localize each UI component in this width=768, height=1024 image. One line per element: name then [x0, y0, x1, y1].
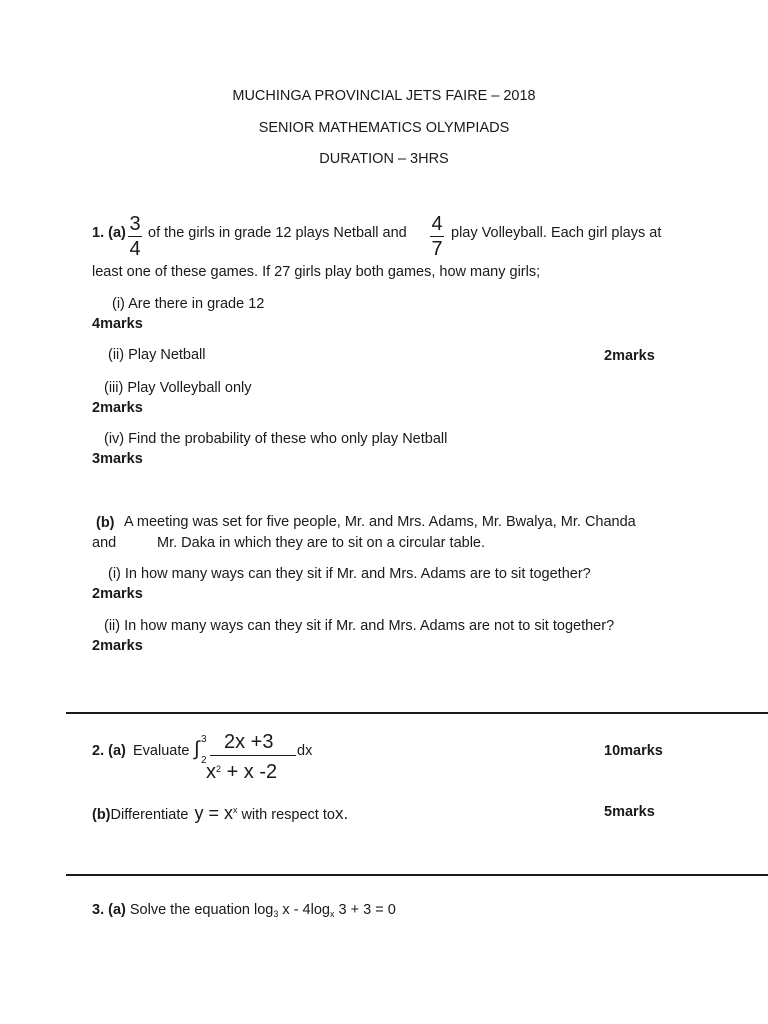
- q2-evaluate: Evaluate: [133, 743, 190, 759]
- exam-duration: DURATION – 3HRS: [319, 151, 449, 167]
- denominator-exponent: 2: [216, 764, 222, 774]
- fraction-numerator: 4: [431, 213, 443, 235]
- q1-text-part1: of the girls in grade 12 plays Netball and: [148, 225, 407, 241]
- q2b-text: Differentiate: [110, 807, 189, 823]
- q1-text-part3: least one of these games. If 27 girls play both games, how many girls;: [92, 264, 541, 280]
- fraction-denominator: 4: [129, 238, 141, 260]
- integral-upper-limit: 3: [201, 734, 207, 745]
- q1b-text-line2-start: and: [92, 535, 117, 551]
- q2a-marks: 10marks: [604, 743, 663, 759]
- q1b-text-line2: Mr. Daka in which they are to sit on a circular table.: [157, 535, 486, 551]
- fraction-bar: [430, 236, 444, 237]
- fraction-three-quarters: [128, 214, 142, 259]
- q1-part-ii-marks: 2marks: [604, 348, 655, 364]
- q2b-exponent: x: [232, 805, 238, 815]
- exam-title: MUCHINGA PROVINCIAL JETS FAIRE – 2018: [232, 88, 536, 104]
- q2-label: 2. (a): [92, 743, 126, 759]
- q3-log-base-3: 3: [273, 909, 279, 919]
- q1-part-iv: (iv) Find the probability of these who only play Netball: [104, 431, 448, 447]
- q1-part-iii: (iii) Play Volleyball only: [104, 380, 252, 396]
- q1b-part-ii-marks: 2marks: [92, 638, 143, 654]
- integrand-numerator: 2x +3: [224, 731, 274, 753]
- q3-log-base-x: x: [329, 909, 335, 919]
- q1-part-i: (i) Are there in grade 12: [112, 296, 265, 312]
- q1-part-i-marks: 4marks: [92, 316, 143, 332]
- q1b-part-i-marks: 2marks: [92, 586, 143, 602]
- integral-lower-limit: 2: [201, 755, 207, 766]
- fraction-denominator: 7: [431, 238, 443, 260]
- q3-text-tail: 3 + 3 = 0: [334, 902, 396, 918]
- fraction-four-sevenths: [430, 214, 444, 259]
- q3-label: 3. (a): [92, 902, 126, 918]
- q2b-tail: with respect to: [241, 807, 335, 823]
- q3-text-mid: x - 4log: [278, 902, 330, 918]
- q1-text-part2: play Volleyball. Each girl plays at: [451, 225, 662, 241]
- section-divider-2: [66, 874, 768, 876]
- q2b-variable: x.: [334, 804, 349, 823]
- q3-line: [92, 902, 396, 919]
- denominator-rest: + x -2: [221, 761, 278, 783]
- integral-sign: ∫: [194, 738, 200, 760]
- q1b-label: (b): [96, 515, 115, 531]
- q2b-line: [92, 803, 348, 824]
- exam-subtitle: SENIOR MATHEMATICS OLYMPIADS: [258, 120, 510, 136]
- fraction-bar: [128, 236, 142, 237]
- q1b-part-ii: (ii) In how many ways can they sit if Mr. and Mrs. Adams are not to sit together?: [104, 618, 615, 634]
- integral-dx: dx: [297, 743, 313, 759]
- q1-part-iv-marks: 3marks: [92, 451, 143, 467]
- integrand-fraction-bar: [210, 755, 296, 756]
- integrand-denominator: [206, 761, 277, 784]
- q1-part-ii: (ii) Play Netball: [108, 347, 206, 363]
- q1-label: 1. (a): [92, 225, 126, 241]
- section-divider: [66, 712, 768, 714]
- q1-part-iii-marks: 2marks: [92, 400, 143, 416]
- q2b-label: (b): [92, 807, 111, 823]
- q2b-marks: 5marks: [604, 804, 655, 820]
- q3-text: Solve the equation log: [129, 902, 274, 918]
- q1b-part-i: (i) In how many ways can they sit if Mr. and Mrs. Adams are to sit together?: [108, 566, 591, 582]
- q1b-text-line1: A meeting was set for five people, Mr. and Mrs. Adams, Mr. Bwalya, Mr. Chanda: [124, 514, 636, 530]
- fraction-numerator: 3: [129, 213, 141, 235]
- denominator-x: x: [206, 761, 216, 783]
- q2b-function: y = x: [194, 803, 233, 823]
